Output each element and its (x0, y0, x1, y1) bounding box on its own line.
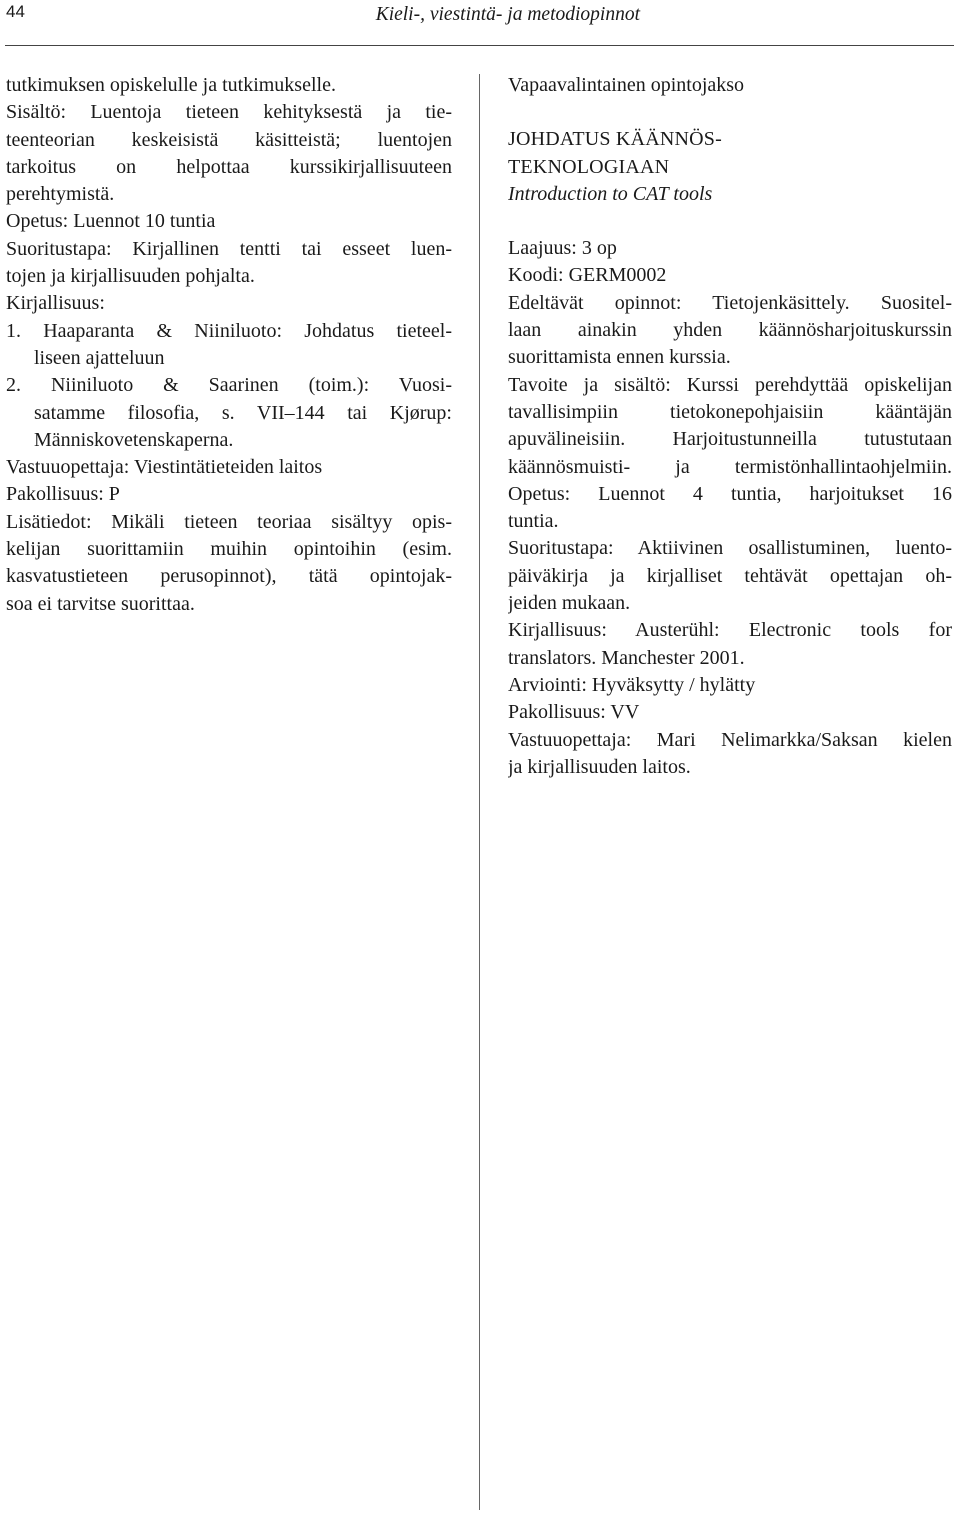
text-line: jeiden mukaan. (508, 592, 631, 615)
field-label: Opetus: (6, 210, 69, 233)
text-line: translators. Manchester 2001. (508, 646, 745, 669)
field-label: Kirjallisuus: (6, 292, 105, 315)
field-label: Vastuuopettaja: (6, 456, 130, 479)
field-value: Austerühl: Electronic tools for (606, 619, 952, 642)
field-value: GERM0002 (563, 264, 667, 287)
header-rule (5, 45, 954, 46)
course-subtitle: Introduction to CAT tools (508, 182, 713, 205)
field-value: Aktiivinen osallistuminen, luento- (613, 537, 952, 560)
text-line (508, 672, 952, 699)
text-line (508, 481, 952, 508)
text-line (6, 236, 452, 263)
field-value: Luennot 4 tuntia, harjoitukset 16 (570, 482, 952, 505)
course-title: JOHDATUS KÄÄNNÖS- (508, 128, 722, 151)
text-line (508, 535, 952, 562)
text-line: tarkoitus on helpottaa kurssikirjallisuuteen (6, 155, 452, 178)
course-title: TEKNOLOGIAAN (508, 155, 670, 178)
field-label: Opetus: (508, 482, 571, 505)
text-line (6, 290, 452, 317)
running-head: Kieli-, viestintä- ja metodiopinnot (375, 4, 640, 25)
text-line: kasvatustieteen perusopinnot), tätä opintojak- (6, 565, 452, 588)
text-line: Människovetenskaperna. (34, 428, 234, 451)
text-line (6, 208, 452, 235)
text-line: päiväkirja ja kirjalliset tehtävät opettajan oh- (508, 564, 952, 587)
text-line (508, 372, 952, 399)
field-label: Suoritustapa: (508, 537, 614, 560)
text-line: tojen ja kirjallisuuden pohjalta. (6, 265, 255, 288)
text-line (6, 454, 452, 481)
field-label: Vastuuopettaja: (508, 728, 632, 751)
text-line (6, 99, 452, 126)
field-label: Pakollisuus: (6, 483, 104, 506)
text-line (6, 509, 452, 536)
right-column (508, 72, 952, 781)
field-value: Luennot 10 tuntia (68, 210, 216, 233)
text-line: suorittamista ennen kurssia. (508, 346, 731, 369)
text-line: käännösmuisti- ja termistönhallintaohjelmiin. (508, 455, 952, 478)
field-value: 3 op (576, 237, 617, 260)
field-label: Kirjallisuus: (508, 619, 607, 642)
text-line: kelijan suorittamiin muihin opintoihin (esim. (6, 538, 452, 561)
field-label: Pakollisuus: (508, 701, 606, 724)
field-value: Mikäli tieteen teoriaa sisältyy opis- (91, 510, 452, 533)
field-value: VV (605, 701, 640, 724)
field-label: Koodi: (508, 264, 564, 287)
field-label: Tavoite ja sisältö: (508, 373, 671, 396)
text-line (6, 481, 452, 508)
course-category: Vapaavalintainen opintojakso (508, 74, 745, 96)
text-line: satamme filosofia, s. VII–144 tai Kjørup: (34, 401, 452, 424)
field-value: Kurssi perehdyttää opiskelijan (670, 373, 952, 396)
text-line: tutkimuksen opiskelulle ja tutkimukselle. (6, 74, 336, 96)
field-label: Sisältö: (6, 101, 67, 124)
field-value: P (103, 483, 120, 506)
text-line (508, 727, 952, 754)
field-label: Lisätiedot: (6, 510, 92, 533)
left-column (6, 72, 452, 618)
field-label: Suoritustapa: (6, 237, 112, 260)
text-line: tuntia. (508, 510, 559, 533)
field-value: Hyväksytty / hylätty (586, 673, 756, 696)
text-line: soa ei tarvitse suorittaa. (6, 592, 195, 615)
text-line (508, 617, 952, 644)
field-value: Luentoja tieteen kehityksestä ja tie- (66, 101, 452, 124)
literature-item: 1. Haaparanta & Niiniluoto: Johdatus tieteel- (6, 319, 452, 342)
field-value: Kirjallinen tentti tai esseet luen- (111, 237, 452, 260)
field-label: Laajuus: (508, 237, 577, 260)
literature-item: 2. Niiniluoto & Saarinen (toim.): Vuosi- (6, 374, 452, 397)
text-line: ja kirjallisuuden laitos. (508, 755, 691, 778)
text-line: perehtymistä. (6, 183, 115, 206)
field-value: Mari Nelimarkka/Saksan kielen (631, 728, 952, 751)
page-number: 44 (6, 2, 25, 21)
text-line: laan ainakin yhden käännösharjoituskurssin (508, 319, 952, 342)
field-label: Arviointi: (508, 673, 587, 696)
text-line: tavallisimpiin tietokonepohjaisiin kääntäjän (508, 400, 952, 423)
column-divider (479, 74, 480, 1510)
field-label: Edeltävät opinnot: (508, 291, 682, 314)
field-value: Viestintätieteiden laitos (129, 456, 323, 479)
text-line (508, 235, 952, 262)
text-line (508, 262, 952, 289)
text-line: liseen ajatteluun (34, 346, 165, 369)
field-value: Tietojenkäsittely. Suositel- (681, 291, 952, 314)
text-line (508, 290, 952, 317)
text-line: apuvälineisiin. Harjoitustunneilla tutustutaan (508, 428, 952, 451)
text-line: teenteorian keskeisistä käsitteistä; luentojen (6, 128, 452, 151)
text-line (508, 699, 952, 726)
